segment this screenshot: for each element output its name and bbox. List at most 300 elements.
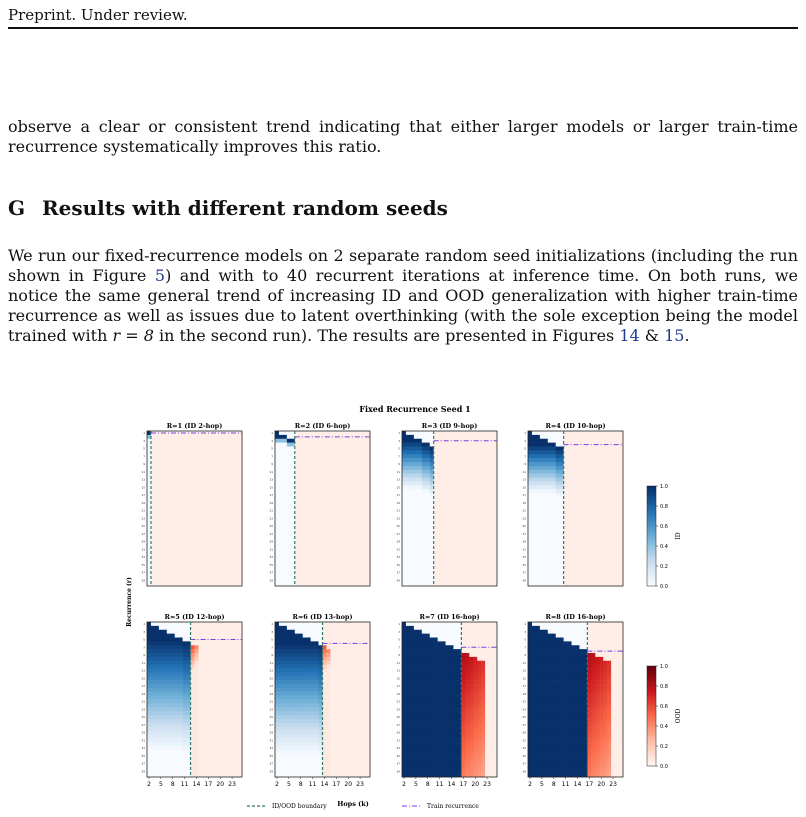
heatmap-cell bbox=[287, 497, 291, 501]
heatmap-cell bbox=[155, 497, 159, 501]
heatmap-cell bbox=[303, 559, 307, 563]
heatmap-cell bbox=[572, 431, 576, 435]
heatmap-cell bbox=[283, 454, 287, 458]
heatmap-cell bbox=[477, 493, 481, 497]
heatmap-cell bbox=[346, 493, 350, 497]
heatmap-cell bbox=[299, 431, 303, 435]
heatmap-cell bbox=[579, 458, 583, 462]
heatmap-cell bbox=[171, 719, 175, 723]
heatmap-cell bbox=[552, 551, 556, 555]
heatmap-cell bbox=[198, 512, 202, 516]
heatmap-cell bbox=[548, 489, 552, 493]
heatmap-cell bbox=[406, 443, 410, 447]
heatmap-cell bbox=[350, 509, 354, 513]
heatmap-cell bbox=[151, 485, 155, 489]
heatmap-cell bbox=[198, 458, 202, 462]
y-tick-label: 1 bbox=[143, 431, 145, 436]
heatmap-cell bbox=[279, 466, 283, 470]
heatmap-cell bbox=[167, 688, 171, 692]
heatmap-cell bbox=[206, 672, 210, 676]
heatmap-cell bbox=[556, 485, 560, 489]
heatmap-cell bbox=[362, 501, 366, 505]
heatmap-cell bbox=[457, 466, 461, 470]
heatmap-cell bbox=[418, 439, 422, 443]
heatmap-cell bbox=[175, 524, 179, 528]
heatmap-cell bbox=[183, 462, 187, 466]
heatmap-cell bbox=[167, 501, 171, 505]
heatmap-cell bbox=[175, 528, 179, 532]
text-run: in the second run). The results are presented in Figures bbox=[153, 326, 620, 345]
heatmap-cell bbox=[163, 661, 167, 665]
heatmap-cell bbox=[179, 672, 183, 676]
heatmap-cell bbox=[159, 551, 163, 555]
heatmap-cell bbox=[434, 551, 438, 555]
y-tick-label: 11 bbox=[141, 660, 145, 665]
heatmap-cell bbox=[299, 501, 303, 505]
heatmap-cell bbox=[422, 540, 426, 544]
heatmap-cell bbox=[175, 754, 179, 758]
heatmap-cell bbox=[167, 462, 171, 466]
heatmap-cell bbox=[418, 489, 422, 493]
heatmap-cell bbox=[218, 458, 222, 462]
heatmap-cell bbox=[595, 520, 599, 524]
heatmap-cell bbox=[230, 641, 234, 645]
heatmap-cell bbox=[587, 571, 591, 575]
heatmap-cell bbox=[544, 505, 548, 509]
text-run: We run our fixed-recurrence models on 2 separate random seed initializations (including the run shown in Figure bbox=[8, 246, 798, 285]
y-tick-label: 25 bbox=[141, 715, 145, 720]
heatmap-cell bbox=[453, 520, 457, 524]
heatmap-cell bbox=[171, 493, 175, 497]
heatmap-cell bbox=[198, 520, 202, 524]
heatmap-cell bbox=[171, 540, 175, 544]
heatmap-cell bbox=[230, 661, 234, 665]
heatmap-cell bbox=[556, 516, 560, 520]
y-tick-label: 39 bbox=[141, 769, 145, 774]
heatmap-cell bbox=[167, 703, 171, 707]
heatmap-cell bbox=[287, 547, 291, 551]
heatmap-cell bbox=[279, 485, 283, 489]
heatmap-cell bbox=[283, 466, 287, 470]
y-tick-label: 27 bbox=[396, 531, 400, 536]
heatmap-cell bbox=[536, 559, 540, 563]
heatmap-cell bbox=[532, 567, 536, 571]
heatmap-cell bbox=[179, 622, 183, 626]
heatmap-cell bbox=[406, 474, 410, 478]
heatmap-cell bbox=[279, 501, 283, 505]
heatmap-cell bbox=[358, 443, 362, 447]
heatmap-cell bbox=[210, 509, 214, 513]
y-tick-label: 39 bbox=[141, 578, 145, 583]
heatmap-cell bbox=[275, 489, 279, 493]
heatmap-cell bbox=[147, 684, 151, 688]
heatmap-cell bbox=[548, 431, 552, 435]
heatmap-cell bbox=[171, 676, 175, 680]
heatmap-cell bbox=[402, 439, 406, 443]
heatmap-cell bbox=[206, 528, 210, 532]
heatmap-cell bbox=[206, 703, 210, 707]
heatmap-cell bbox=[210, 536, 214, 540]
heatmap-cell bbox=[426, 540, 430, 544]
heatmap-cell bbox=[358, 574, 362, 578]
heatmap-cell bbox=[461, 555, 465, 559]
heatmap-cell bbox=[198, 454, 202, 458]
heatmap-cell bbox=[485, 466, 489, 470]
heatmap-cell bbox=[151, 512, 155, 516]
heatmap-cell bbox=[195, 700, 199, 704]
heatmap-cell bbox=[346, 516, 350, 520]
heatmap-cell bbox=[334, 443, 338, 447]
heatmap-cell bbox=[175, 571, 179, 575]
heatmap-cell bbox=[151, 680, 155, 684]
heatmap-cell bbox=[167, 645, 171, 649]
heatmap-cell bbox=[230, 742, 234, 746]
heatmap-cell bbox=[151, 638, 155, 642]
heatmap-cell bbox=[338, 454, 342, 458]
heatmap-cell bbox=[434, 543, 438, 547]
heatmap-cell bbox=[362, 551, 366, 555]
heatmap-cell bbox=[330, 555, 334, 559]
heatmap-cell bbox=[354, 540, 358, 544]
heatmap-cell bbox=[230, 571, 234, 575]
heatmap-cell bbox=[426, 509, 430, 513]
heatmap-cell bbox=[311, 501, 315, 505]
heatmap-cell bbox=[319, 501, 323, 505]
heatmap-cell bbox=[599, 574, 603, 578]
heatmap-cell bbox=[438, 485, 442, 489]
heatmap-cell bbox=[195, 758, 199, 762]
heatmap-cell bbox=[147, 769, 151, 773]
heatmap-cell bbox=[214, 501, 218, 505]
heatmap-cell bbox=[198, 684, 202, 688]
heatmap-cell bbox=[473, 458, 477, 462]
heatmap-cell bbox=[167, 509, 171, 513]
heatmap-cell bbox=[607, 454, 611, 458]
heatmap-cell bbox=[453, 435, 457, 439]
heatmap-cell bbox=[485, 443, 489, 447]
heatmap-cell bbox=[167, 578, 171, 582]
heatmap-cell bbox=[159, 559, 163, 563]
heatmap-cell bbox=[426, 458, 430, 462]
heatmap-cell bbox=[599, 543, 603, 547]
heatmap-cell bbox=[167, 543, 171, 547]
heatmap-cell bbox=[406, 462, 410, 466]
heatmap-cell bbox=[485, 489, 489, 493]
heatmap-cell bbox=[579, 532, 583, 536]
heatmap-cell bbox=[422, 454, 426, 458]
heatmap-cell bbox=[532, 574, 536, 578]
heatmap-cell bbox=[418, 505, 422, 509]
heatmap-cell bbox=[442, 485, 446, 489]
section-number: G bbox=[8, 196, 26, 220]
heatmap-cell bbox=[330, 574, 334, 578]
heatmap-cell bbox=[206, 700, 210, 704]
heatmap-cell bbox=[159, 555, 163, 559]
heatmap-cell bbox=[303, 450, 307, 454]
heatmap-cell bbox=[552, 454, 556, 458]
heatmap-cell bbox=[275, 563, 279, 567]
heatmap-cell bbox=[171, 466, 175, 470]
heatmap-cell bbox=[179, 746, 183, 750]
heatmap-cell bbox=[576, 435, 580, 439]
heatmap-cell bbox=[234, 454, 238, 458]
heatmap-cell bbox=[279, 520, 283, 524]
heatmap-cell bbox=[214, 672, 218, 676]
heatmap-cell bbox=[326, 559, 330, 563]
heatmap-cell bbox=[402, 567, 406, 571]
heatmap-cell bbox=[187, 555, 191, 559]
heatmap-cell bbox=[607, 509, 611, 513]
heatmap-cell bbox=[568, 474, 572, 478]
heatmap-cell bbox=[402, 454, 406, 458]
heatmap-cell bbox=[442, 489, 446, 493]
heatmap-cell bbox=[171, 462, 175, 466]
heatmap-cell bbox=[481, 524, 485, 528]
heatmap-cell bbox=[275, 528, 279, 532]
heatmap-cell bbox=[218, 634, 222, 638]
figure-ref-5[interactable]: 5 bbox=[154, 266, 166, 285]
heatmap-cell bbox=[151, 559, 155, 563]
heatmap-cell bbox=[358, 481, 362, 485]
heatmap-cell bbox=[167, 715, 171, 719]
heatmap-cell bbox=[175, 742, 179, 746]
heatmap-cell bbox=[599, 509, 603, 513]
heatmap-cell bbox=[615, 481, 619, 485]
heatmap-cell bbox=[218, 520, 222, 524]
heatmap-cell bbox=[489, 478, 493, 482]
heatmap-cell bbox=[595, 555, 599, 559]
heatmap-cell bbox=[206, 493, 210, 497]
heatmap-cell bbox=[595, 470, 599, 474]
heatmap-cell bbox=[481, 555, 485, 559]
heatmap-cell bbox=[171, 765, 175, 769]
heatmap-cell bbox=[457, 497, 461, 501]
heatmap-cell bbox=[346, 524, 350, 528]
heatmap-cell bbox=[599, 547, 603, 551]
heatmap-cell bbox=[446, 574, 450, 578]
heatmap-cell bbox=[552, 536, 556, 540]
heatmap-cell bbox=[222, 443, 226, 447]
heatmap-cell bbox=[532, 443, 536, 447]
heatmap-cell bbox=[159, 532, 163, 536]
heatmap-cell bbox=[191, 512, 195, 516]
heatmap-cell bbox=[418, 462, 422, 466]
heatmap-cell bbox=[210, 543, 214, 547]
heatmap-cell bbox=[354, 481, 358, 485]
heatmap-cell bbox=[446, 520, 450, 524]
heatmap-cell bbox=[611, 466, 615, 470]
heatmap-cell bbox=[615, 509, 619, 513]
heatmap-cell bbox=[299, 512, 303, 516]
heatmap-cell bbox=[167, 765, 171, 769]
heatmap-cell bbox=[226, 645, 230, 649]
heatmap-cell bbox=[528, 489, 532, 493]
heatmap-cell bbox=[275, 454, 279, 458]
heatmap-cell bbox=[615, 447, 619, 451]
heatmap-cell bbox=[210, 649, 214, 653]
heatmap-cell bbox=[147, 707, 151, 711]
heatmap-cell bbox=[226, 734, 230, 738]
heatmap-cell bbox=[159, 447, 163, 451]
y-tick-label: 15 bbox=[522, 485, 526, 490]
heatmap-cell bbox=[226, 462, 230, 466]
heatmap-cell bbox=[457, 524, 461, 528]
heatmap-cell bbox=[163, 622, 167, 626]
heatmap-cell bbox=[599, 520, 603, 524]
heatmap-cell bbox=[283, 524, 287, 528]
heatmap-cell bbox=[295, 574, 299, 578]
heatmap-cell bbox=[418, 470, 422, 474]
heatmap-cell bbox=[350, 543, 354, 547]
figure-ref-14[interactable]: 14 bbox=[619, 326, 640, 345]
x-tick-label: 23 bbox=[228, 781, 236, 788]
heatmap-cell bbox=[485, 450, 489, 454]
heatmap-cell bbox=[295, 509, 299, 513]
heatmap-cell bbox=[159, 653, 163, 657]
heatmap-cell bbox=[226, 543, 230, 547]
heatmap-cell bbox=[163, 450, 167, 454]
heatmap-cell bbox=[175, 481, 179, 485]
heatmap-cell bbox=[183, 458, 187, 462]
heatmap-cell bbox=[528, 450, 532, 454]
heatmap-cell bbox=[230, 563, 234, 567]
heatmap-cell bbox=[311, 563, 315, 567]
heatmap-cell bbox=[171, 447, 175, 451]
heatmap-cell bbox=[151, 478, 155, 482]
heatmap-cell bbox=[198, 443, 202, 447]
heatmap-cell bbox=[556, 578, 560, 582]
heatmap-cell bbox=[446, 466, 450, 470]
heatmap-cell bbox=[579, 524, 583, 528]
heatmap-cell bbox=[438, 516, 442, 520]
heatmap-cell bbox=[234, 447, 238, 451]
heatmap-cell bbox=[206, 536, 210, 540]
heatmap-cell bbox=[591, 536, 595, 540]
heatmap-cell bbox=[457, 551, 461, 555]
heatmap-cell bbox=[446, 435, 450, 439]
heatmap-cell bbox=[167, 653, 171, 657]
heatmap-cell bbox=[579, 509, 583, 513]
heatmap-cell bbox=[171, 731, 175, 735]
heatmap-cell bbox=[572, 474, 576, 478]
heatmap-cell bbox=[579, 501, 583, 505]
heatmap-cell bbox=[532, 501, 536, 505]
heatmap-cell bbox=[303, 470, 307, 474]
figure-ref-15[interactable]: 15 bbox=[664, 326, 685, 345]
heatmap-cell bbox=[222, 719, 226, 723]
heatmap-cell bbox=[414, 567, 418, 571]
heatmap-cell bbox=[342, 509, 346, 513]
heatmap-cell bbox=[159, 481, 163, 485]
heatmap-cell bbox=[572, 462, 576, 466]
heatmap-cell bbox=[583, 466, 587, 470]
heatmap-cell bbox=[576, 516, 580, 520]
heatmap-cell bbox=[163, 692, 167, 696]
heatmap-cell bbox=[202, 540, 206, 544]
heatmap-cell bbox=[230, 439, 234, 443]
heatmap-cell bbox=[218, 630, 222, 634]
heatmap-cell bbox=[402, 574, 406, 578]
heatmap-cell bbox=[579, 447, 583, 451]
heatmap-cell bbox=[218, 450, 222, 454]
heatmap-cell bbox=[350, 574, 354, 578]
heatmap-cell bbox=[595, 478, 599, 482]
heatmap-cell bbox=[155, 661, 159, 665]
heatmap-cell bbox=[210, 474, 214, 478]
heatmap-cell bbox=[583, 497, 587, 501]
heatmap-cell bbox=[210, 762, 214, 766]
heatmap-cell bbox=[275, 450, 279, 454]
heatmap-cell bbox=[319, 536, 323, 540]
heatmap-cell bbox=[147, 688, 151, 692]
heatmap-cell bbox=[183, 630, 187, 634]
heatmap-cell bbox=[326, 439, 330, 443]
heatmap-cell bbox=[434, 571, 438, 575]
heatmap-cell bbox=[206, 665, 210, 669]
heatmap-cell bbox=[418, 501, 422, 505]
heatmap-cell bbox=[147, 734, 151, 738]
heatmap-cell bbox=[576, 474, 580, 478]
heatmap-cell bbox=[210, 497, 214, 501]
heatmap-cell bbox=[334, 505, 338, 509]
heatmap-cell bbox=[222, 653, 226, 657]
heatmap-cell bbox=[442, 532, 446, 536]
heatmap-cell bbox=[422, 567, 426, 571]
heatmap-cell bbox=[226, 742, 230, 746]
heatmap-cell bbox=[307, 493, 311, 497]
heatmap-cell bbox=[218, 470, 222, 474]
heatmap-cell bbox=[485, 497, 489, 501]
heatmap-cell bbox=[202, 684, 206, 688]
heatmap-cell bbox=[151, 532, 155, 536]
heatmap-cell bbox=[607, 501, 611, 505]
heatmap-cell bbox=[191, 578, 195, 582]
heatmap-cell bbox=[299, 578, 303, 582]
heatmap-cell bbox=[147, 700, 151, 704]
heatmap-cell bbox=[330, 450, 334, 454]
heatmap-cell bbox=[457, 578, 461, 582]
heatmap-cell bbox=[358, 431, 362, 435]
heatmap-cell bbox=[438, 509, 442, 513]
heatmap-cell bbox=[287, 501, 291, 505]
heatmap-cell bbox=[552, 563, 556, 567]
heatmap-cell bbox=[434, 458, 438, 462]
heatmap-cell bbox=[175, 769, 179, 773]
heatmap-cell bbox=[595, 454, 599, 458]
heatmap-cell bbox=[218, 574, 222, 578]
heatmap-cell bbox=[548, 555, 552, 559]
heatmap-cell bbox=[283, 435, 287, 439]
heatmap-cell bbox=[179, 528, 183, 532]
heatmap-cell bbox=[556, 497, 560, 501]
heatmap-cell bbox=[206, 563, 210, 567]
heatmap-cell bbox=[564, 458, 568, 462]
heatmap-cell bbox=[179, 665, 183, 669]
heatmap-cell bbox=[568, 458, 572, 462]
heatmap-cell bbox=[147, 762, 151, 766]
heatmap-cell bbox=[155, 657, 159, 661]
heatmap-cell bbox=[287, 520, 291, 524]
y-tick-label: 37 bbox=[269, 570, 273, 575]
heatmap-cell bbox=[587, 450, 591, 454]
heatmap-cell bbox=[528, 555, 532, 559]
heatmap-cell bbox=[326, 567, 330, 571]
heatmap-cell bbox=[572, 516, 576, 520]
heatmap-cell bbox=[576, 524, 580, 528]
heatmap-cell bbox=[283, 509, 287, 513]
heatmap-cell bbox=[175, 559, 179, 563]
heatmap-cell bbox=[595, 431, 599, 435]
